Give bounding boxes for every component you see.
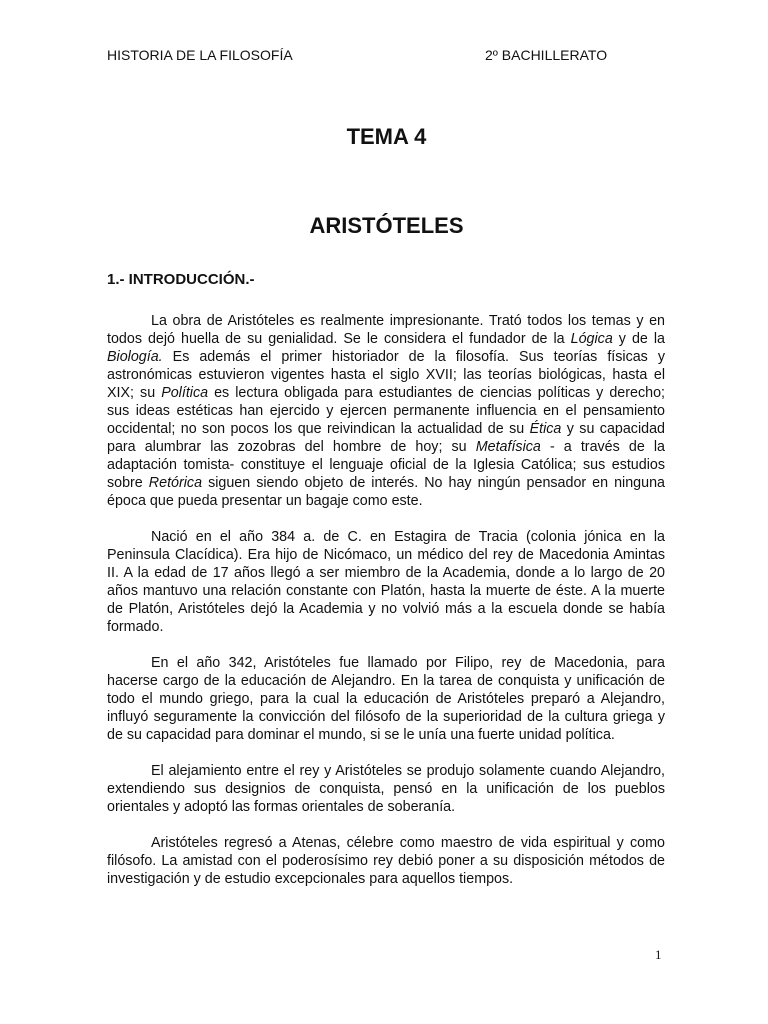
- body-paragraph: [107, 834, 665, 888]
- italic-term: Metafísica: [475, 439, 541, 455]
- body-paragraph: [107, 762, 665, 816]
- text-run: siguen siendo objeto de interés. No hay ningún pensador en ninguna época que pueda presentar un bagaje como este.: [107, 475, 665, 509]
- body-text: [107, 312, 665, 906]
- text-run: es lectura obligada para estudiantes de ciencias políticas y derecho; sus ideas estéticas han ejercido y ejercen permanente influencia en el pensamiento occidental; no son pocos los que reivindican la actualidad de su: [107, 385, 665, 437]
- text-run: Aristóteles regresó a Atenas, célebre como maestro de vida espiritual y como filósofo. La amistad con el poderosísimo rey debió poner a su disposición métodos de investigación y de estudio excepcionales para aquellos tiempos.: [107, 835, 665, 887]
- text-run: Es además el primer historiador de la filosofía. Sus teorías físicas y astronómicas estuvieron vigentes hasta el siglo XVII; las teorías biológicas, hasta el XIX; su: [107, 349, 665, 401]
- italic-term: Retórica: [148, 475, 203, 491]
- text-run: - a través de la adaptación tomista- constituye el lenguaje oficial de la Iglesia Católica; sus estudios sobre: [107, 439, 665, 491]
- header-level: 2º BACHILLERATO: [485, 47, 608, 63]
- italic-term: Biología.: [107, 349, 163, 365]
- header-course: HISTORIA DE LA FILOSOFÍA: [107, 47, 293, 63]
- italic-term: Ética: [529, 421, 562, 437]
- page-subtitle: ARISTÓTELES: [309, 213, 464, 238]
- text-run: La obra de Aristóteles es realmente impresionante. Trató todos los temas y en todos dejó huella de su genialidad. Se le considera el fundador de la: [107, 313, 665, 347]
- italic-term: Política: [161, 385, 209, 401]
- section-heading: 1.- INTRODUCCIÓN.-: [107, 271, 255, 288]
- italic-term: Lógica: [570, 331, 613, 347]
- text-run: El alejamiento entre el rey y Aristóteles se produjo solamente cuando Alejandro, extendiendo sus designios de conquista, pensó en la unificación de los pueblos orientales y adoptó las formas orientales de soberanía.: [107, 763, 665, 815]
- body-paragraph: [107, 654, 665, 744]
- body-paragraph: [107, 528, 665, 636]
- text-run: En el año 342, Aristóteles fue llamado por Filipo, rey de Macedonia, para hacerse cargo de la educación de Alejandro. En la tarea de conquista y unificación de todo el mundo griego, para la cual la educación de Aristóteles preparó a Alejandro, influyó seguramente la convicción del filósofo de la superioridad de la cultura griega y de su capacidad para dominar el mundo, si se le unía una fuerte unidad política.: [107, 655, 665, 743]
- body-paragraph: [107, 312, 665, 510]
- page-number: 1: [655, 947, 662, 962]
- text-run: y su capacidad para alumbrar las zozobras del hombre de hoy; su: [107, 421, 665, 455]
- page-title: TEMA 4: [346, 124, 427, 149]
- text-run: Nació en el año 384 a. de C. en Estagira de Tracia (colonia jónica en la Peninsula Clacídica). Era hijo de Nicómaco, un médico del rey de Macedonia Amintas II. A la edad de 17 años llegó a ser miembro de la Academia, donde a lo largo de 20 años mantuvo una relación constante con Platón, hasta la muerte de éste. A la muerte de Platón, Aristóteles dejó la Academia y no volvió más a la escuela donde se había formado.: [107, 529, 665, 635]
- text-run: y de la: [612, 331, 665, 347]
